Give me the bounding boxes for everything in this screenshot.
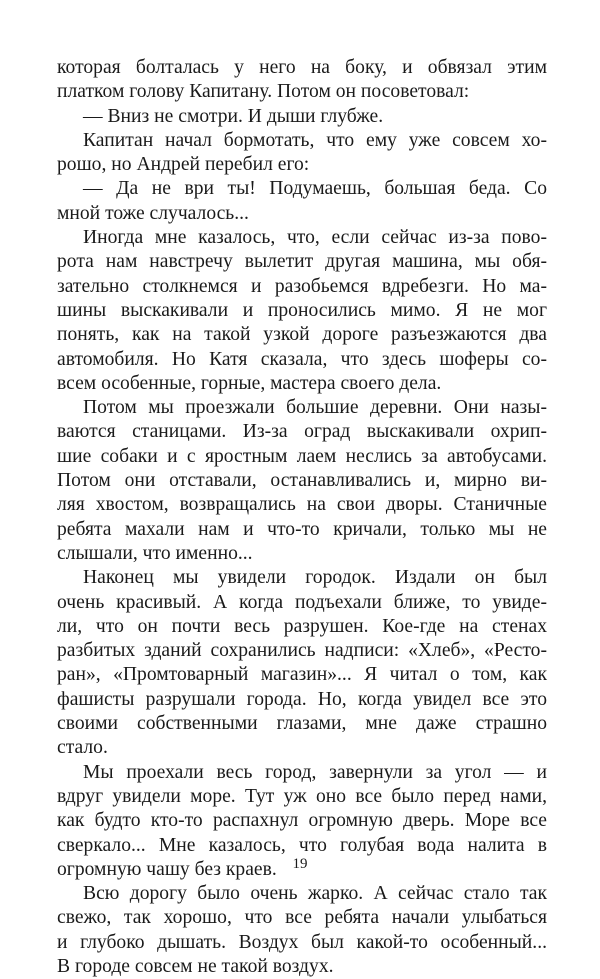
text-line: Всю дорогу было очень жарко. А сейчас стало так: [83, 883, 547, 905]
text-line: свежо, так хорошо, что все ребята начали улыбаться: [57, 907, 547, 929]
text-line: мной тоже случалось...: [57, 202, 249, 224]
text-line: шины выскакивали и проносились мимо. Я не мог: [57, 299, 547, 321]
text-line: ребята махали нам и что-то кричали, только мы не: [57, 518, 547, 540]
text-line: слышали, что именно...: [57, 542, 253, 564]
page-text: [57, 56, 547, 979]
text-line: Капитан начал бормотать, что ему уже совсем хо-: [83, 129, 547, 151]
text-line: очень красивый. А когда подъехали ближе, то увиде-: [57, 591, 547, 613]
text-line: В городе совсем не такой воздух.: [57, 955, 334, 977]
text-line: ляя хвостом, возвращались на свои дворы. Станичные: [57, 494, 547, 516]
text-line: всем особенные, горные, мастера своего дела.: [57, 372, 442, 394]
text-line: вдруг увидели море. Тут уж оно все было перед нами,: [57, 785, 547, 807]
text-line: которая болталась у него на боку, и обвязал этим: [57, 57, 547, 78]
text-line: — Да не ври ты! Подумаешь, большая беда. Со: [83, 178, 547, 200]
text-line: Наконец мы увидели городок. Издали он был: [83, 567, 547, 589]
text-line: сверкало... Мне казалось, что голубая вода налита в: [57, 834, 547, 856]
text-line: Мы проехали весь город, завернули за угол — и: [83, 761, 547, 783]
text-line: стало.: [57, 737, 108, 759]
text-line: автомобиля. Но Катя сказала, что здесь шоферы со-: [57, 348, 547, 370]
text-line: и глубоко дышать. Воздух был какой-то особенный...: [57, 931, 547, 953]
text-line: Иногда мне казалось, что, если сейчас из-за пово-: [83, 227, 547, 249]
text-line: Потом они отставали, останавливались и, мирно ви-: [57, 470, 547, 492]
text-line: рошо, но Андрей перебил его:: [57, 154, 310, 176]
text-line: фашисты разрушали города. Но, когда увидел все это: [57, 688, 547, 710]
text-line: как будто кто-то распахнул огромную дверь. Море все: [57, 810, 547, 832]
text-line: огромную чашу без краев.: [57, 858, 277, 880]
text-line: ран», «Промтоварный магазин»... Я читал о том, как: [57, 664, 547, 686]
text-line: рота нам навстречу вылетит другая машина, мы обя-: [57, 251, 547, 273]
text-line: шие собаки и с яростным лаем неслись за автобусами.: [57, 445, 547, 467]
text-line: ли, что он почти весь разрушен. Кое-где на стенах: [57, 615, 547, 637]
page-number: 19: [292, 856, 308, 872]
text-line: зательно столкнемся и разобьемся вдребезги. Но ма-: [57, 275, 547, 297]
text-line: Потом мы проезжали большие деревни. Они назы-: [83, 397, 547, 419]
text-line: своими собственными глазами, мне даже страшно: [57, 713, 547, 735]
text-line: платком голову Капитану. Потом он посоветовал:: [57, 81, 470, 103]
text-line: понять, как на такой узкой дороге разъезжаются два: [57, 324, 547, 346]
text-line: разбитых зданий сохранились надписи: «Хлеб», «Ресто-: [57, 640, 547, 662]
text-line: — Вниз не смотри. И дыши глубже.: [83, 105, 384, 127]
text-line: ваются станицами. Из-за оград выскакивали охрип-: [57, 421, 547, 443]
